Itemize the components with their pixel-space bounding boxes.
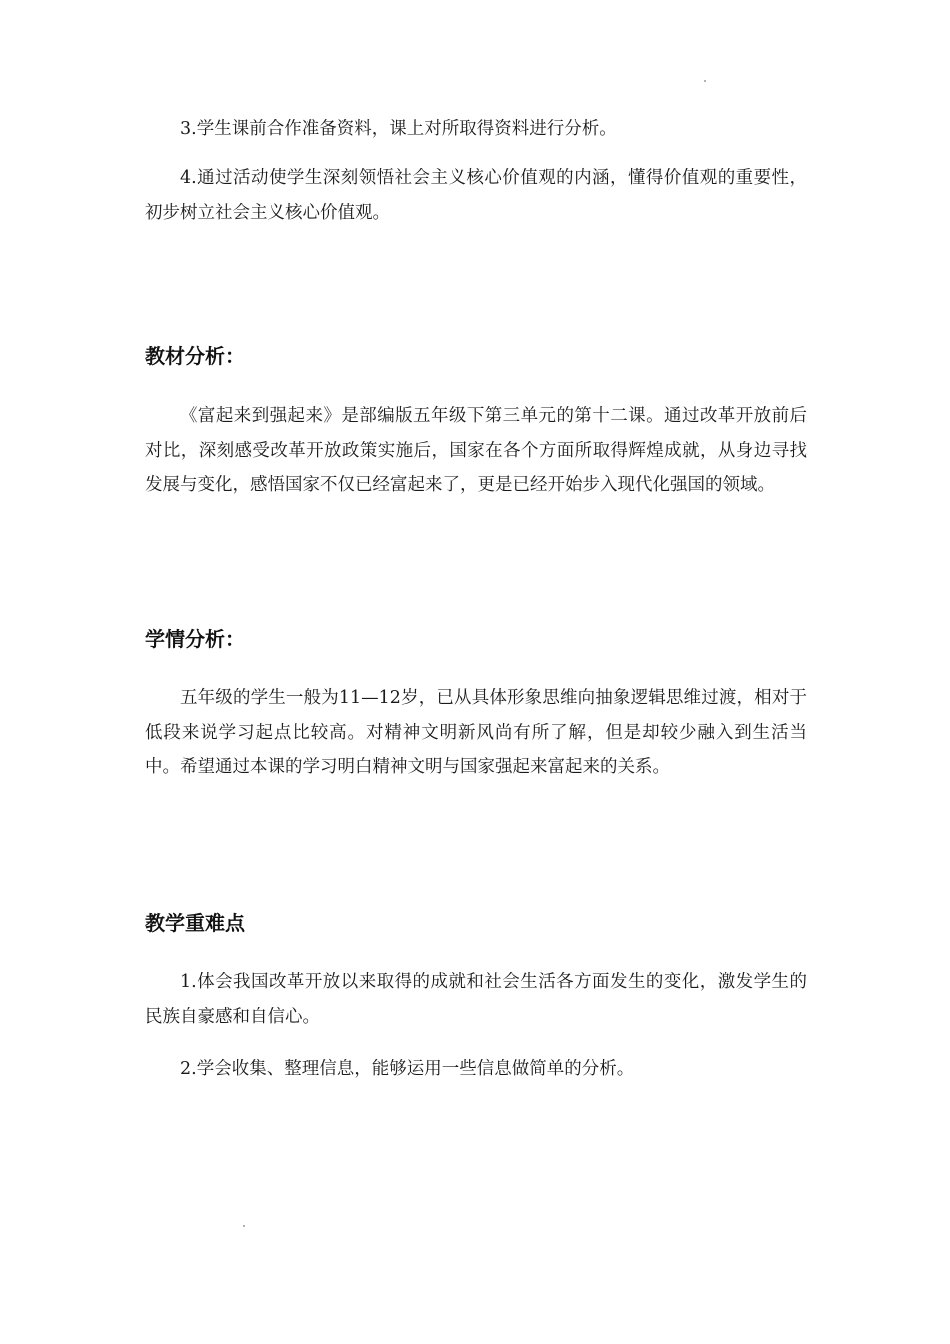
- objective-item-4: [145, 161, 807, 230]
- scan-dot-top: [704, 80, 706, 82]
- textbook-analysis-body: 《富起来到强起来》是部编版五年级下第三单元的第十二课。通过改革开放前后对比，深刻感受改革开放政策实施后，国家在各个方面所取得辉煌成就，从身边寻找发展与变化，感悟国家不仅已经富起来了，更是已经开始步入现代化强国的领域。: [145, 406, 807, 495]
- scan-dot-bottom: [243, 1225, 245, 1227]
- key-points-heading: 教学重难点: [145, 911, 245, 935]
- key-point-item-1-text: 1.体会我国改革开放以来取得的成就和社会生活各方面发生的变化，激发学生的民族自豪感和自信心。: [145, 972, 807, 1027]
- objective-item-3: [145, 112, 807, 147]
- objective-item-3-text: 3.学生课前合作准备资料，课上对所取得资料进行分析。: [180, 119, 617, 139]
- textbook-analysis-heading: 教材分析：: [145, 344, 245, 368]
- student-analysis-section: [145, 681, 807, 785]
- objective-item-4-text: 4.通过活动使学生深刻领悟社会主义核心价值观的内涵，懂得价值观的重要性，初步树立社会主义核心价值观。: [145, 168, 807, 223]
- student-analysis-body: 五年级的学生一般为11—12岁，已从具体形象思维向抽象逻辑思维过渡，相对于低段来说学习起点比较高。对精神文明新风尚有所了解，但是却较少融入到生活当中。希望通过本课的学习明白精神文明与国家强起来富起来的关系。: [145, 688, 807, 777]
- textbook-analysis-section: [145, 399, 807, 503]
- key-point-item-2-text: 2.学会收集、整理信息，能够运用一些信息做简单的分析。: [180, 1059, 635, 1079]
- student-analysis-heading: 学情分析：: [145, 627, 245, 651]
- key-point-item-2: [145, 1052, 807, 1087]
- key-point-item-1: [145, 965, 807, 1034]
